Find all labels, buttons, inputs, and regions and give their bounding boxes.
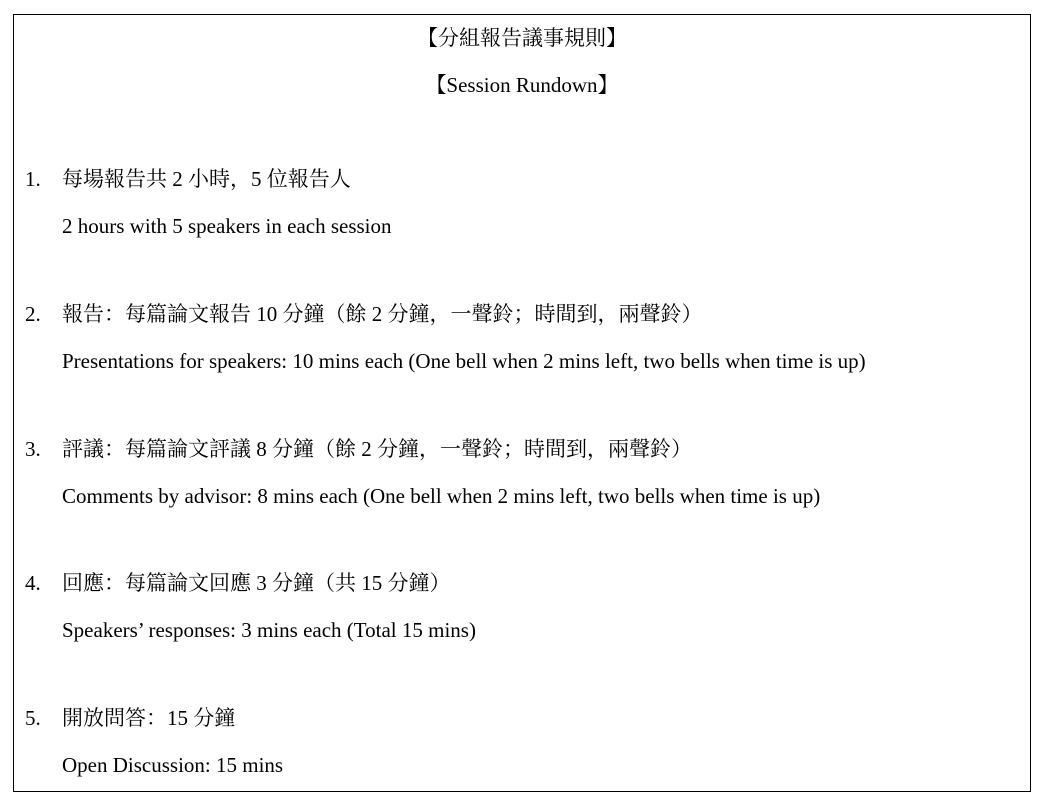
rule-number: 2. [25,302,41,326]
rule-text-english: Speakers’ responses: 3 mins each (Total 15 mins) [62,618,476,642]
rule-text-chinese: 評議：每篇論文評議 8 分鐘（餘 2 分鐘，一聲鈴；時間到，兩聲鈴） [62,437,692,461]
rule-number: 5. [25,706,41,730]
rule-text-english: Comments by advisor: 8 mins each (One bell when 2 mins left, two bells when time is up) [62,484,821,508]
title-english: 【Session Rundown】 [425,73,619,97]
rule-number: 4. [25,571,41,595]
rule-text-chinese: 開放問答：15 分鐘 [62,706,236,730]
rule-text-chinese: 回應：每篇論文回應 3 分鐘（共 15 分鐘） [62,571,451,595]
rule-text-chinese: 每場報告共 2 小時，5 位報告人 [62,167,351,191]
title-chinese: 【分組報告議事規則】 [417,26,627,50]
rule-text-chinese: 報告：每篇論文報告 10 分鐘（餘 2 分鐘，一聲鈴；時間到，兩聲鈴） [62,302,703,326]
document-frame [13,14,1031,792]
rule-text-english: Open Discussion: 15 mins [62,753,284,777]
rule-text-english: 2 hours with 5 speakers in each session [62,214,392,238]
rule-number: 3. [25,437,41,461]
rule-text-english: Presentations for speakers: 10 mins each (One bell when 2 mins left, two bells when time is up) [62,349,866,373]
rule-number: 1. [25,167,41,191]
